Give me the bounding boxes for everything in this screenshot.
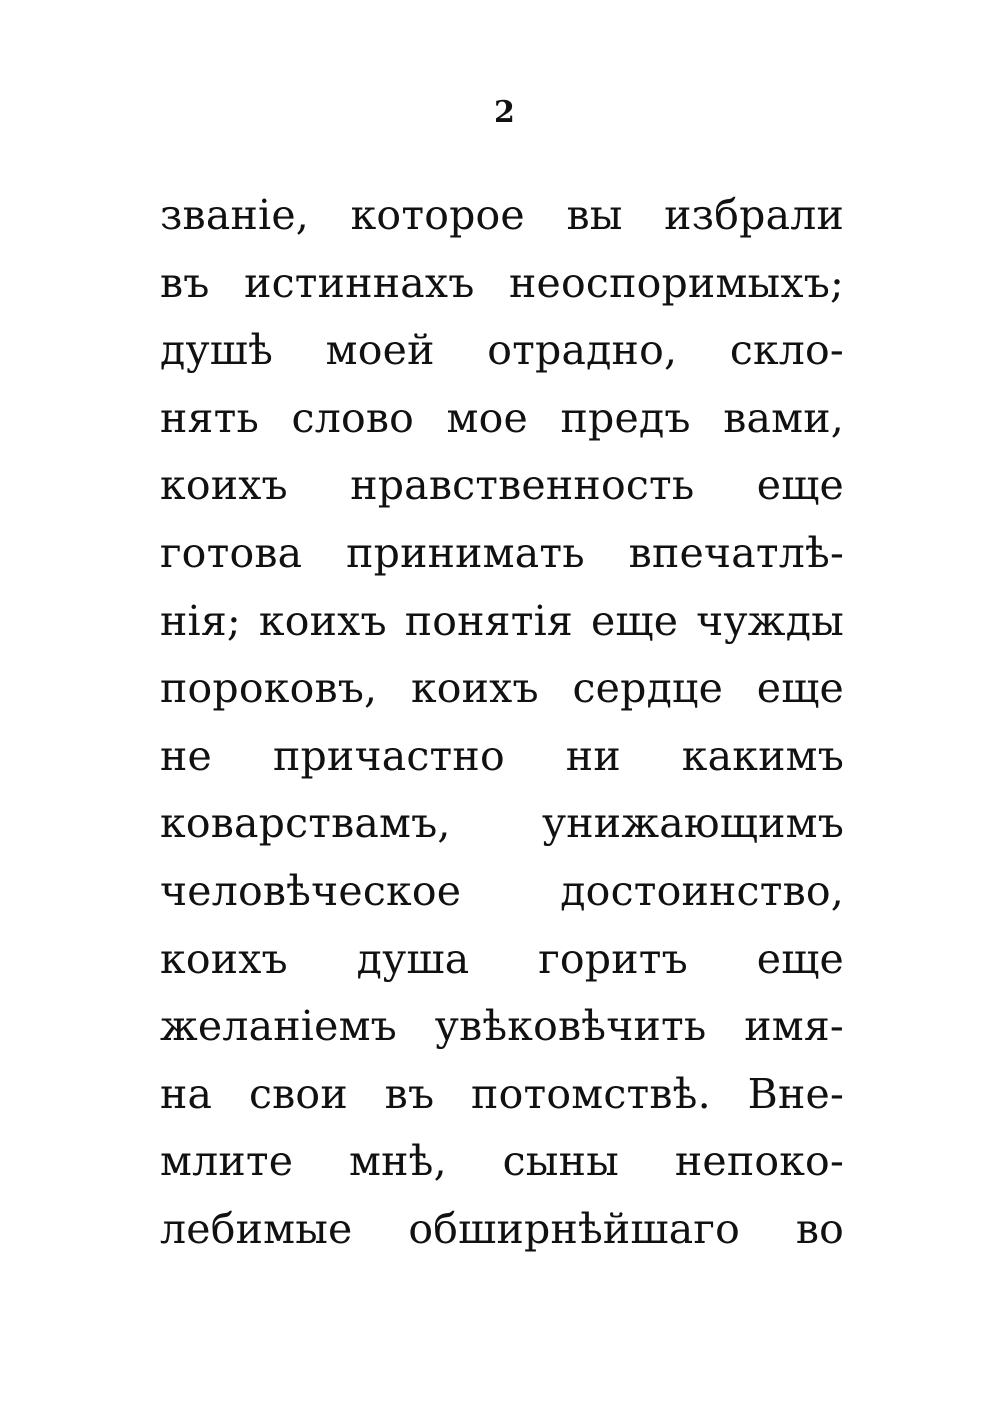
text-line: на свои въ потомствѣ. Вне-: [160, 1069, 844, 1118]
text-line: душѣ моей отрадно, скло-: [160, 326, 844, 375]
text-line: коихъ душа горитъ еще: [160, 934, 844, 983]
text-line: пороковъ, коихъ сердце еще: [160, 664, 844, 713]
page-number: 2: [494, 95, 515, 130]
text-line: желаніемъ увѣковѣчить имя-: [160, 1002, 844, 1051]
text-line: въ истиннахъ неоспоримыхъ;: [160, 258, 844, 307]
text-line: не причастно ни какимъ: [160, 731, 844, 780]
text-line: нять слово мое предъ вами,: [160, 393, 844, 442]
text-line: коихъ нравственность еще: [160, 461, 844, 510]
body-text: [160, 182, 844, 1264]
text-line: званіе, которое вы избрали: [160, 191, 844, 239]
text-line: млите мнѣ, сыны непоко-: [160, 1137, 844, 1186]
text-line: лебимые обширнѣйшаго во: [160, 1204, 844, 1253]
text-line: коварствамъ, унижающимъ: [160, 799, 844, 848]
text-line: человѣческое достоинство,: [160, 866, 844, 915]
text-line: готова принимать впечатлѣ-: [160, 528, 844, 577]
text-line: нія; коихъ понятія еще чужды: [160, 596, 844, 645]
